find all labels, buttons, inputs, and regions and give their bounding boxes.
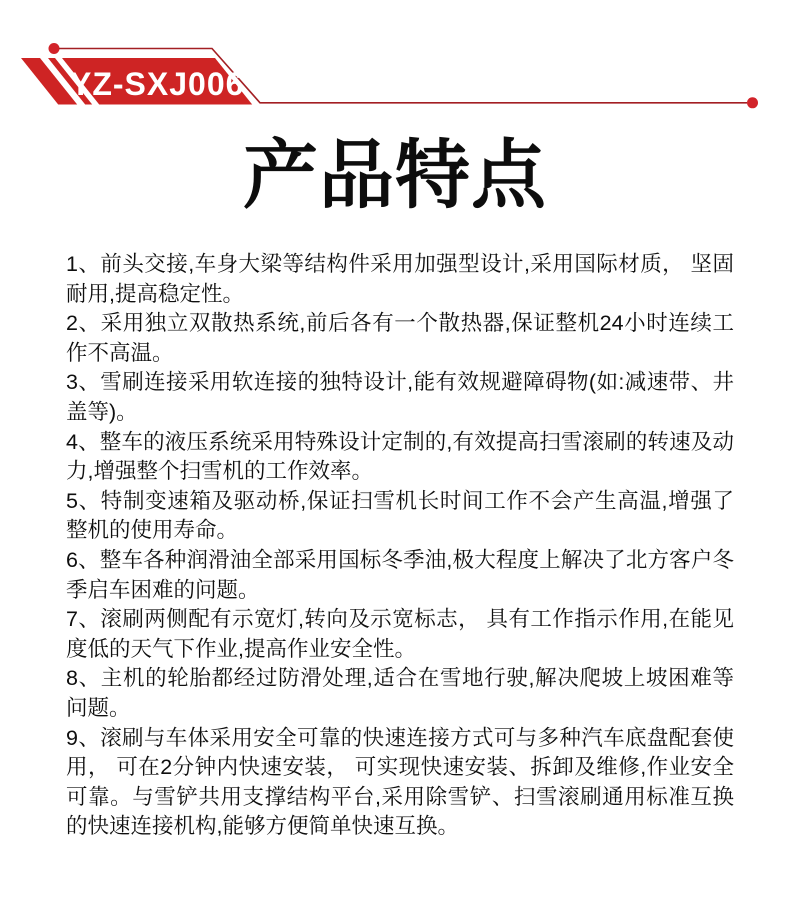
feature-item: 9、滚刷与车体采用安全可靠的快速连接方式可与多种汽车底盘配套使用， 可在2分钟内快速安装， 可实现快速安装、拆卸及维修,作业安全可靠。与雪铲共用支撑结构平台,采用除雪铲、扫雪滚刷通用标准互换的快速连接机构,能够方便简单快速互换。 bbox=[66, 725, 734, 839]
header-decoration bbox=[0, 0, 790, 130]
feature-item: 6、整车各种润滑油全部采用国标冬季油,极大程度上解决了北方客户冬季启车困难的问题。 bbox=[66, 547, 734, 602]
feature-item: 7、滚刷两侧配有示宽灯,转向及示宽标志， 具有工作指示作用,在能见度低的天气下作业,提高作业安全性。 bbox=[66, 607, 734, 661]
feature-item: 3、雪刷连接采用软连接的独特设计,能有效规避障碍物(如:减速带、井盖等)。 bbox=[66, 370, 734, 424]
page-title: 产品特点 bbox=[242, 133, 547, 217]
feature-item: 1、前头交接,车身大梁等结构件采用加强型设计,采用国际材质， 坚固耐用,提高稳定性。 bbox=[66, 252, 734, 306]
model-number: YZ-SXJ006 bbox=[70, 66, 245, 102]
feature-item: 5、特制变速箱及驱动桥,保证扫雪机长时间工作不会产生高温,增强了整机的使用寿命。 bbox=[66, 488, 734, 543]
feature-item: 8、主机的轮胎都经过防滑处理,适合在雪地行驶,解决爬坡上坡困难等问题。 bbox=[66, 666, 734, 720]
feature-list bbox=[66, 250, 734, 842]
feature-item: 2、采用独立双散热系统,前后各有一个散热器,保证整机24小时连续工作不高温。 bbox=[66, 311, 734, 365]
accent-dot-right bbox=[747, 97, 758, 108]
accent-dot-left bbox=[49, 43, 60, 54]
feature-item: 4、整车的液压系统采用特殊设计定制的,有效提高扫雪滚刷的转速及动力,增强整个扫雪机的工作效率。 bbox=[66, 429, 734, 484]
